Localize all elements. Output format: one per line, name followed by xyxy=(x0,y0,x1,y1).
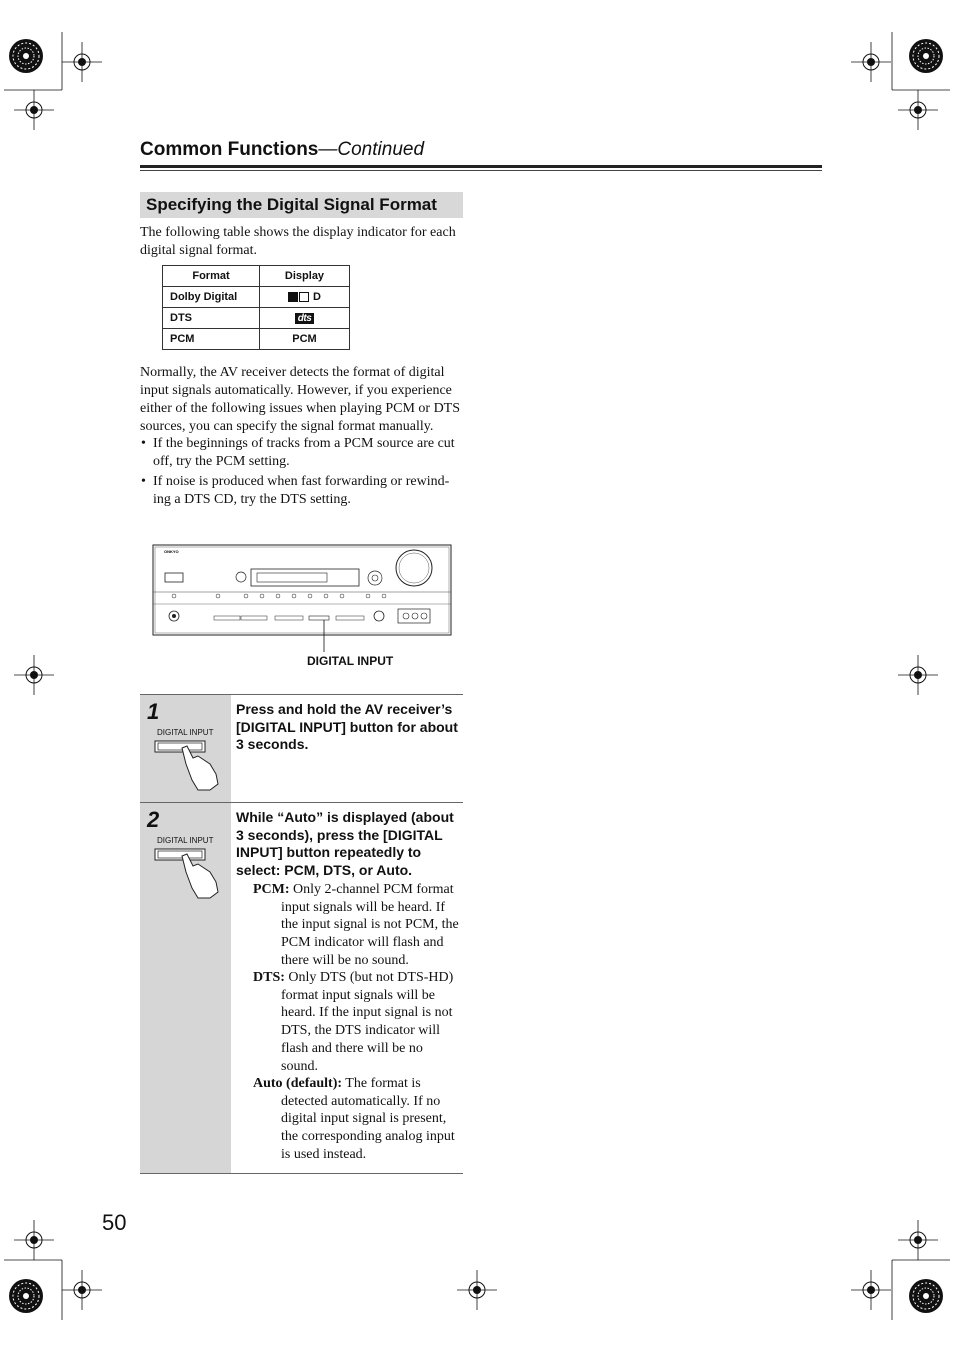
page-number: 50 xyxy=(102,1210,127,1235)
option-text: The format is detected automatically. If no digital input signal is present, the corresponding analog input is used instead. xyxy=(281,1076,455,1162)
table-cell-format: DTS xyxy=(163,308,260,329)
step-number: 1 xyxy=(147,699,160,724)
step-number: 2 xyxy=(147,807,160,832)
dolby-digital-indicator: D xyxy=(313,291,321,303)
header-rule-thin xyxy=(140,170,822,171)
option-term: PCM: xyxy=(253,882,290,897)
step-instruction: Press and hold the AV receiver’s [DIGITAL INPUT] button for about 3 seconds. xyxy=(236,701,458,752)
section-intro: The following table shows the display indicator for each digital signal format. xyxy=(140,225,456,258)
body-paragraph: Normally, the AV receiver detects the format of digital input signals automatically. However, if you experience either of the following issues when playing PCM or DTS sources, you can specify the signal format manually. xyxy=(140,365,461,434)
page-header-title xyxy=(140,139,424,161)
table-cell-format: Dolby Digital xyxy=(163,287,260,308)
step-button-label: DIGITAL INPUT xyxy=(157,728,214,737)
issue-bullet-list xyxy=(140,435,463,511)
option-term: Auto (default): xyxy=(253,1076,343,1091)
step-instruction: While “Auto” is displayed (about 3 seconds), press the [DIGITAL INPUT] button repeatedly to select: PCM, DTS, or Auto. xyxy=(236,809,454,878)
finger-press-button-icon xyxy=(154,848,224,900)
table-cell-display xyxy=(260,287,350,308)
table-cell-display xyxy=(260,308,350,329)
step-1 xyxy=(140,694,463,803)
finger-press-button-icon xyxy=(154,740,224,792)
receiver-brand-logo: ONKYO xyxy=(164,549,179,554)
list-item: • If the beginnings of tracks from a PCM source are cut off, try the PCM setting. xyxy=(140,435,463,471)
header-continued: —Continued xyxy=(318,139,425,160)
table-header-display: Display xyxy=(260,266,350,287)
table-cell-display: PCM xyxy=(260,329,350,350)
table-row xyxy=(163,287,350,308)
step-button-label: DIGITAL INPUT xyxy=(157,836,214,845)
option-dts xyxy=(253,969,463,1075)
option-text: Only DTS (but not DTS-HD) format input signals will be heard. If the input signal is not DTS, the DTS indicator will flash and there will be no sound. xyxy=(281,970,454,1074)
table-header-format: Format xyxy=(163,266,260,287)
table-row xyxy=(163,329,350,350)
option-auto xyxy=(253,1075,463,1164)
receiver-front-panel-illustration xyxy=(150,542,455,657)
step-2 xyxy=(140,802,463,1174)
table-header-row xyxy=(163,266,350,287)
table-cell-format: PCM xyxy=(163,329,260,350)
header-title-text: Common Functions xyxy=(140,139,319,160)
digital-input-callout: DIGITAL INPUT xyxy=(307,654,394,668)
table-row xyxy=(163,308,350,329)
option-pcm xyxy=(253,881,463,970)
option-term: DTS: xyxy=(253,970,285,985)
format-table xyxy=(162,265,350,350)
list-item: • If noise is produced when fast forwarding or rewind-ing a DTS CD, try the DTS setting. xyxy=(140,473,463,509)
dts-logo-icon: dts xyxy=(295,313,315,324)
header-rule-thick xyxy=(140,165,822,168)
option-text: Only 2-channel PCM format input signals will be heard. If the input signal is not PCM, the PCM indicator will flash and there will be no sound. xyxy=(281,882,459,968)
dolby-digital-icon xyxy=(288,291,310,303)
section-heading: Specifying the Digital Signal Format xyxy=(140,192,463,218)
